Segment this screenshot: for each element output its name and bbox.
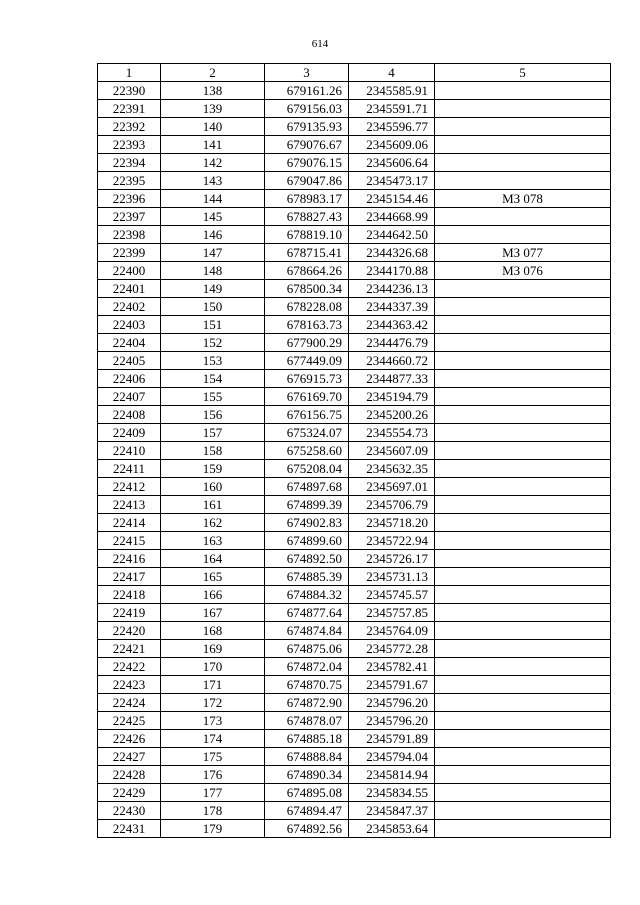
row-id-cell: 22410 — [98, 442, 161, 460]
row-id-cell: 22416 — [98, 550, 161, 568]
x-coordinate-cell: 678715.41 — [265, 244, 349, 262]
note-cell: МЗ 076 — [435, 262, 611, 280]
point-number-cell: 172 — [161, 694, 265, 712]
point-number-cell: 159 — [161, 460, 265, 478]
point-number-cell: 143 — [161, 172, 265, 190]
y-coordinate-cell: 2345834.55 — [349, 784, 435, 802]
table-row — [98, 154, 611, 172]
x-coordinate-cell: 678163.73 — [265, 316, 349, 334]
header-row — [98, 64, 611, 82]
point-number-cell: 138 — [161, 82, 265, 100]
row-id-cell: 22400 — [98, 262, 161, 280]
y-coordinate-cell: 2345200.26 — [349, 406, 435, 424]
point-number-cell: 148 — [161, 262, 265, 280]
row-id-cell: 22404 — [98, 334, 161, 352]
y-coordinate-cell: 2345772.28 — [349, 640, 435, 658]
point-number-cell: 149 — [161, 280, 265, 298]
x-coordinate-cell: 678500.34 — [265, 280, 349, 298]
row-id-cell: 22411 — [98, 460, 161, 478]
note-cell — [435, 694, 611, 712]
table-row — [98, 658, 611, 676]
row-id-cell: 22398 — [98, 226, 161, 244]
table-row — [98, 676, 611, 694]
table-row — [98, 586, 611, 604]
y-coordinate-cell: 2345791.67 — [349, 676, 435, 694]
table-row — [98, 640, 611, 658]
y-coordinate-cell: 2345718.20 — [349, 514, 435, 532]
x-coordinate-cell: 674877.64 — [265, 604, 349, 622]
y-coordinate-cell: 2344877.33 — [349, 370, 435, 388]
y-coordinate-cell: 2344337.39 — [349, 298, 435, 316]
row-id-cell: 22402 — [98, 298, 161, 316]
note-cell — [435, 550, 611, 568]
y-coordinate-cell: 2344170.88 — [349, 262, 435, 280]
table-row — [98, 172, 611, 190]
table-row — [98, 262, 611, 280]
row-id-cell: 22426 — [98, 730, 161, 748]
note-cell: МЗ 077 — [435, 244, 611, 262]
note-cell — [435, 334, 611, 352]
note-cell — [435, 424, 611, 442]
row-id-cell: 22394 — [98, 154, 161, 172]
y-coordinate-cell: 2344476.79 — [349, 334, 435, 352]
y-coordinate-cell: 2345764.09 — [349, 622, 435, 640]
column-header-1: 1 — [98, 64, 161, 82]
table-row — [98, 748, 611, 766]
note-cell — [435, 820, 611, 838]
point-number-cell: 153 — [161, 352, 265, 370]
row-id-cell: 22395 — [98, 172, 161, 190]
x-coordinate-cell: 674884.32 — [265, 586, 349, 604]
y-coordinate-cell: 2345554.73 — [349, 424, 435, 442]
row-id-cell: 22431 — [98, 820, 161, 838]
x-coordinate-cell: 674870.75 — [265, 676, 349, 694]
y-coordinate-cell: 2345154.46 — [349, 190, 435, 208]
point-number-cell: 139 — [161, 100, 265, 118]
x-coordinate-cell: 674888.84 — [265, 748, 349, 766]
table-row — [98, 766, 611, 784]
table-row — [98, 694, 611, 712]
note-cell — [435, 748, 611, 766]
table-row — [98, 82, 611, 100]
y-coordinate-cell: 2345706.79 — [349, 496, 435, 514]
note-cell — [435, 730, 611, 748]
y-coordinate-cell: 2345791.89 — [349, 730, 435, 748]
note-cell — [435, 766, 611, 784]
point-number-cell: 171 — [161, 676, 265, 694]
x-coordinate-cell: 674892.50 — [265, 550, 349, 568]
table-row — [98, 406, 611, 424]
x-coordinate-cell: 674874.84 — [265, 622, 349, 640]
table-row — [98, 532, 611, 550]
y-coordinate-cell: 2345473.17 — [349, 172, 435, 190]
y-coordinate-cell: 2345722.94 — [349, 532, 435, 550]
row-id-cell: 22408 — [98, 406, 161, 424]
y-coordinate-cell: 2345697.01 — [349, 478, 435, 496]
note-cell — [435, 478, 611, 496]
y-coordinate-cell: 2344660.72 — [349, 352, 435, 370]
row-id-cell: 22415 — [98, 532, 161, 550]
point-number-cell: 151 — [161, 316, 265, 334]
point-number-cell: 176 — [161, 766, 265, 784]
x-coordinate-cell: 674894.47 — [265, 802, 349, 820]
y-coordinate-cell: 2345596.77 — [349, 118, 435, 136]
row-id-cell: 22428 — [98, 766, 161, 784]
note-cell — [435, 172, 611, 190]
point-number-cell: 168 — [161, 622, 265, 640]
point-number-cell: 150 — [161, 298, 265, 316]
x-coordinate-cell: 679156.03 — [265, 100, 349, 118]
note-cell — [435, 136, 611, 154]
y-coordinate-cell: 2345606.64 — [349, 154, 435, 172]
x-coordinate-cell: 679076.15 — [265, 154, 349, 172]
table-row — [98, 298, 611, 316]
table-row — [98, 118, 611, 136]
row-id-cell: 22396 — [98, 190, 161, 208]
table-row — [98, 334, 611, 352]
row-id-cell: 22429 — [98, 784, 161, 802]
row-id-cell: 22430 — [98, 802, 161, 820]
x-coordinate-cell: 675208.04 — [265, 460, 349, 478]
note-cell — [435, 100, 611, 118]
note-cell — [435, 118, 611, 136]
y-coordinate-cell: 2345796.20 — [349, 694, 435, 712]
note-cell — [435, 622, 611, 640]
note-cell — [435, 208, 611, 226]
y-coordinate-cell: 2345757.85 — [349, 604, 435, 622]
row-id-cell: 22419 — [98, 604, 161, 622]
y-coordinate-cell: 2344642.50 — [349, 226, 435, 244]
x-coordinate-cell: 676156.75 — [265, 406, 349, 424]
x-coordinate-cell: 674885.18 — [265, 730, 349, 748]
point-number-cell: 163 — [161, 532, 265, 550]
x-coordinate-cell: 674899.39 — [265, 496, 349, 514]
row-id-cell: 22427 — [98, 748, 161, 766]
x-coordinate-cell: 678819.10 — [265, 226, 349, 244]
table-row — [98, 568, 611, 586]
column-header-5: 5 — [435, 64, 611, 82]
table-body — [98, 82, 611, 838]
column-header-3: 3 — [265, 64, 349, 82]
row-id-cell: 22423 — [98, 676, 161, 694]
note-cell — [435, 586, 611, 604]
note-cell — [435, 298, 611, 316]
page-number: 614 — [311, 38, 329, 50]
x-coordinate-cell: 676915.73 — [265, 370, 349, 388]
note-cell — [435, 388, 611, 406]
point-number-cell: 170 — [161, 658, 265, 676]
y-coordinate-cell: 2345847.37 — [349, 802, 435, 820]
y-coordinate-cell: 2345853.64 — [349, 820, 435, 838]
row-id-cell: 22422 — [98, 658, 161, 676]
point-number-cell: 145 — [161, 208, 265, 226]
x-coordinate-cell: 679076.67 — [265, 136, 349, 154]
y-coordinate-cell: 2345745.57 — [349, 586, 435, 604]
note-cell — [435, 82, 611, 100]
x-coordinate-cell: 676169.70 — [265, 388, 349, 406]
y-coordinate-cell: 2344326.68 — [349, 244, 435, 262]
point-number-cell: 142 — [161, 154, 265, 172]
x-coordinate-cell: 674875.06 — [265, 640, 349, 658]
x-coordinate-cell: 674899.60 — [265, 532, 349, 550]
row-id-cell: 22421 — [98, 640, 161, 658]
x-coordinate-cell: 679135.93 — [265, 118, 349, 136]
y-coordinate-cell: 2345814.94 — [349, 766, 435, 784]
point-number-cell: 147 — [161, 244, 265, 262]
row-id-cell: 22392 — [98, 118, 161, 136]
row-id-cell: 22407 — [98, 388, 161, 406]
x-coordinate-cell: 675258.60 — [265, 442, 349, 460]
x-coordinate-cell: 674872.90 — [265, 694, 349, 712]
note-cell — [435, 658, 611, 676]
point-number-cell: 166 — [161, 586, 265, 604]
table-row — [98, 352, 611, 370]
point-number-cell: 158 — [161, 442, 265, 460]
table-row — [98, 208, 611, 226]
note-cell — [435, 802, 611, 820]
table-row — [98, 388, 611, 406]
point-number-cell: 169 — [161, 640, 265, 658]
y-coordinate-cell: 2345607.09 — [349, 442, 435, 460]
point-number-cell: 178 — [161, 802, 265, 820]
x-coordinate-cell: 677900.29 — [265, 334, 349, 352]
point-number-cell: 175 — [161, 748, 265, 766]
note-cell: МЗ 078 — [435, 190, 611, 208]
note-cell — [435, 712, 611, 730]
y-coordinate-cell: 2344236.13 — [349, 280, 435, 298]
note-cell — [435, 280, 611, 298]
x-coordinate-cell: 674890.34 — [265, 766, 349, 784]
x-coordinate-cell: 679161.26 — [265, 82, 349, 100]
row-id-cell: 22403 — [98, 316, 161, 334]
note-cell — [435, 352, 611, 370]
table-row — [98, 100, 611, 118]
point-number-cell: 164 — [161, 550, 265, 568]
table-row — [98, 460, 611, 478]
table-row — [98, 190, 611, 208]
note-cell — [435, 604, 611, 622]
y-coordinate-cell: 2345632.35 — [349, 460, 435, 478]
note-cell — [435, 442, 611, 460]
point-number-cell: 174 — [161, 730, 265, 748]
table-row — [98, 622, 611, 640]
y-coordinate-cell: 2345782.41 — [349, 658, 435, 676]
note-cell — [435, 514, 611, 532]
x-coordinate-cell: 678228.08 — [265, 298, 349, 316]
note-cell — [435, 640, 611, 658]
point-number-cell: 167 — [161, 604, 265, 622]
row-id-cell: 22401 — [98, 280, 161, 298]
table-header — [98, 64, 611, 82]
point-number-cell: 144 — [161, 190, 265, 208]
row-id-cell: 22412 — [98, 478, 161, 496]
note-cell — [435, 406, 611, 424]
point-number-cell: 154 — [161, 370, 265, 388]
row-id-cell: 22418 — [98, 586, 161, 604]
point-number-cell: 161 — [161, 496, 265, 514]
y-coordinate-cell: 2345609.06 — [349, 136, 435, 154]
table-row — [98, 604, 611, 622]
row-id-cell: 22393 — [98, 136, 161, 154]
table-row — [98, 478, 611, 496]
note-cell — [435, 154, 611, 172]
table-row — [98, 370, 611, 388]
row-id-cell: 22424 — [98, 694, 161, 712]
note-cell — [435, 784, 611, 802]
row-id-cell: 22390 — [98, 82, 161, 100]
row-id-cell: 22425 — [98, 712, 161, 730]
note-cell — [435, 316, 611, 334]
row-id-cell: 22391 — [98, 100, 161, 118]
x-coordinate-cell: 674902.83 — [265, 514, 349, 532]
x-coordinate-cell: 674897.68 — [265, 478, 349, 496]
table-row — [98, 802, 611, 820]
y-coordinate-cell: 2345726.17 — [349, 550, 435, 568]
note-cell — [435, 568, 611, 586]
point-number-cell: 157 — [161, 424, 265, 442]
row-id-cell: 22397 — [98, 208, 161, 226]
y-coordinate-cell: 2344363.42 — [349, 316, 435, 334]
y-coordinate-cell: 2345794.04 — [349, 748, 435, 766]
point-number-cell: 140 — [161, 118, 265, 136]
x-coordinate-cell: 674872.04 — [265, 658, 349, 676]
point-number-cell: 146 — [161, 226, 265, 244]
point-number-cell: 160 — [161, 478, 265, 496]
column-header-2: 2 — [161, 64, 265, 82]
point-number-cell: 177 — [161, 784, 265, 802]
x-coordinate-cell: 677449.09 — [265, 352, 349, 370]
point-number-cell: 173 — [161, 712, 265, 730]
table-row — [98, 712, 611, 730]
table-row — [98, 550, 611, 568]
point-number-cell: 179 — [161, 820, 265, 838]
point-number-cell: 152 — [161, 334, 265, 352]
table-row — [98, 316, 611, 334]
point-number-cell: 141 — [161, 136, 265, 154]
x-coordinate-cell: 678983.17 — [265, 190, 349, 208]
row-id-cell: 22414 — [98, 514, 161, 532]
table-row — [98, 730, 611, 748]
x-coordinate-cell: 674885.39 — [265, 568, 349, 586]
row-id-cell: 22413 — [98, 496, 161, 514]
x-coordinate-cell: 678827.43 — [265, 208, 349, 226]
y-coordinate-cell: 2345796.20 — [349, 712, 435, 730]
note-cell — [435, 676, 611, 694]
x-coordinate-cell: 674878.07 — [265, 712, 349, 730]
table-row — [98, 424, 611, 442]
y-coordinate-cell: 2344668.99 — [349, 208, 435, 226]
row-id-cell: 22406 — [98, 370, 161, 388]
y-coordinate-cell: 2345591.71 — [349, 100, 435, 118]
x-coordinate-cell: 675324.07 — [265, 424, 349, 442]
column-header-4: 4 — [349, 64, 435, 82]
x-coordinate-cell: 674892.56 — [265, 820, 349, 838]
y-coordinate-cell: 2345731.13 — [349, 568, 435, 586]
table-row — [98, 514, 611, 532]
table-row — [98, 784, 611, 802]
row-id-cell: 22399 — [98, 244, 161, 262]
table-row — [98, 226, 611, 244]
note-cell — [435, 532, 611, 550]
point-number-cell: 156 — [161, 406, 265, 424]
row-id-cell: 22417 — [98, 568, 161, 586]
point-number-cell: 155 — [161, 388, 265, 406]
note-cell — [435, 496, 611, 514]
table-row — [98, 280, 611, 298]
table-row — [98, 136, 611, 154]
y-coordinate-cell: 2345194.79 — [349, 388, 435, 406]
table-row — [98, 442, 611, 460]
note-cell — [435, 370, 611, 388]
note-cell — [435, 226, 611, 244]
point-number-cell: 165 — [161, 568, 265, 586]
table-row — [98, 496, 611, 514]
x-coordinate-cell: 679047.86 — [265, 172, 349, 190]
table-row — [98, 820, 611, 838]
coordinates-table — [97, 63, 611, 838]
point-number-cell: 162 — [161, 514, 265, 532]
row-id-cell: 22420 — [98, 622, 161, 640]
x-coordinate-cell: 678664.26 — [265, 262, 349, 280]
row-id-cell: 22405 — [98, 352, 161, 370]
table-row — [98, 244, 611, 262]
row-id-cell: 22409 — [98, 424, 161, 442]
note-cell — [435, 460, 611, 478]
x-coordinate-cell: 674895.08 — [265, 784, 349, 802]
y-coordinate-cell: 2345585.91 — [349, 82, 435, 100]
